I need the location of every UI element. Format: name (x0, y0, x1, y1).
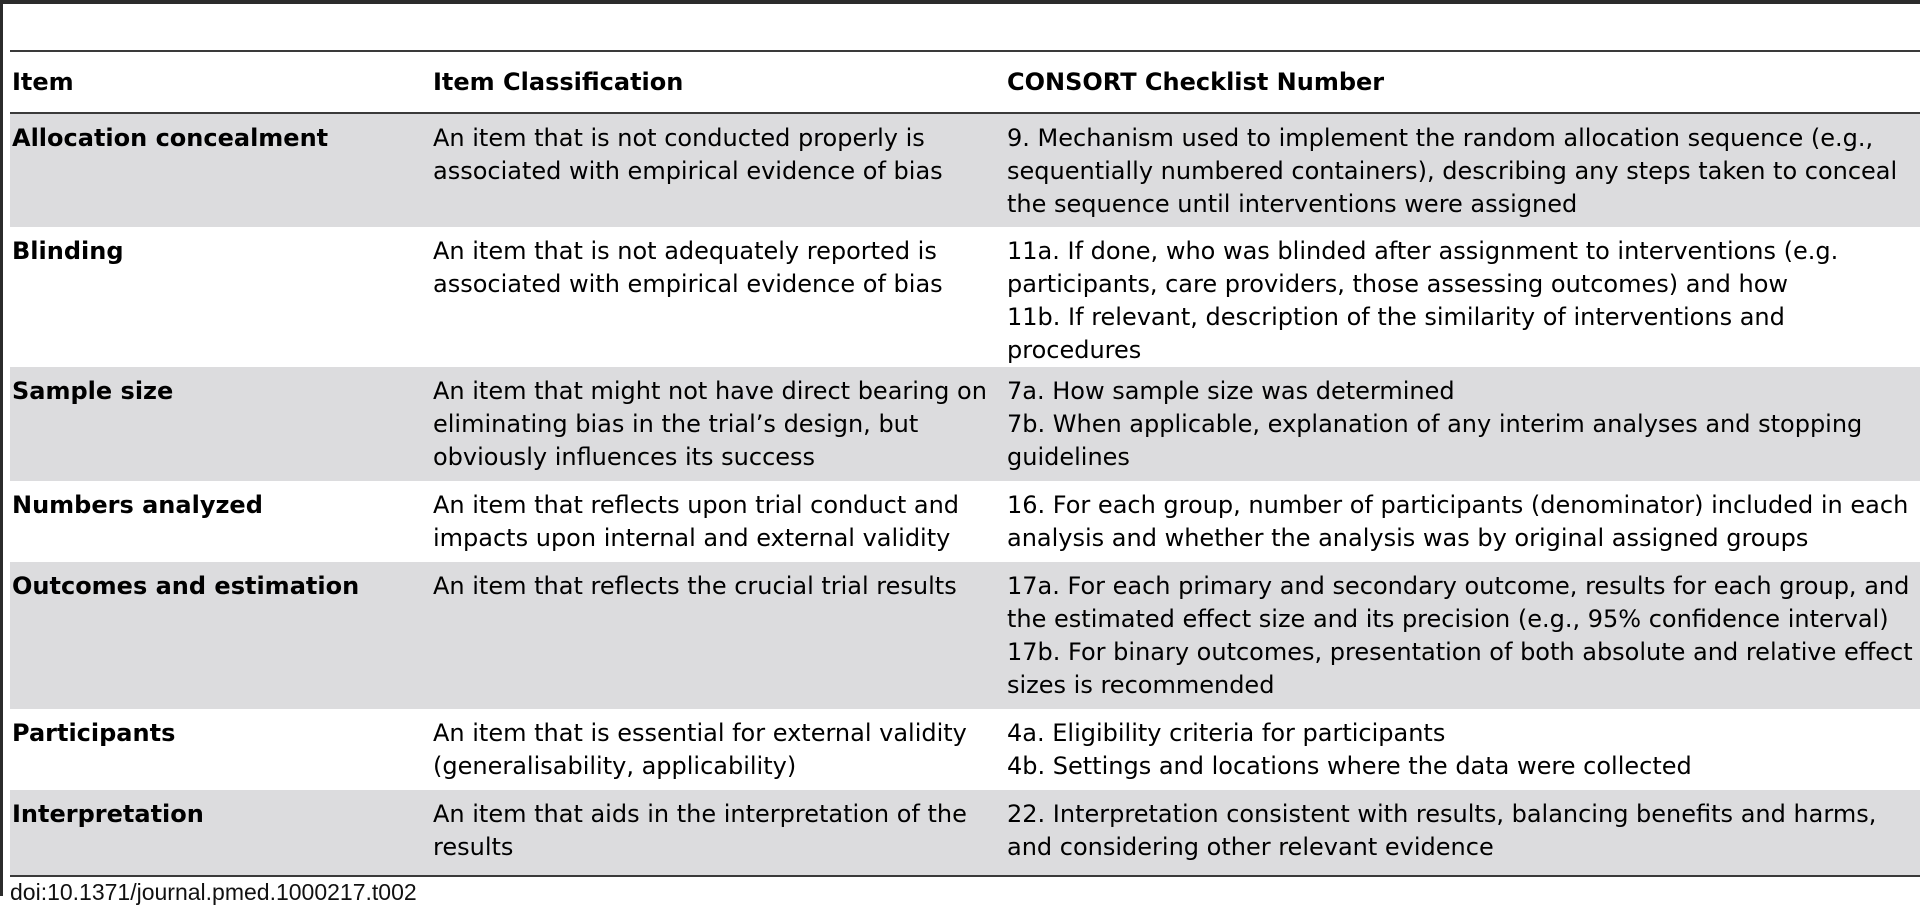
table-row (10, 790, 1920, 876)
top-rule (0, 0, 1920, 4)
row-checklist (1005, 113, 1920, 227)
row-item: Blinding (12, 237, 124, 265)
row-checklist (1005, 227, 1920, 367)
row-item: Numbers analyzed (12, 491, 263, 519)
doi-label: doi:10.1371/journal.pmed.1000217.t002 (10, 879, 417, 905)
table-row (10, 367, 1920, 481)
table-row (10, 481, 1920, 562)
row-classification: An item that is not conducted properly is associated with empirical evidence of bias (431, 113, 1005, 227)
row-checklist (1005, 790, 1920, 876)
table-row (10, 709, 1920, 790)
table-header-row (10, 52, 1920, 113)
checklist-entry: 7a. How sample size was determined (1007, 377, 1455, 405)
row-item: Allocation concealment (10, 113, 431, 227)
checklist-entry: 4b. Settings and locations where the data were collected (1007, 752, 1692, 780)
row-checklist (1005, 367, 1920, 481)
table-row (10, 227, 1920, 367)
row-classification: An item that is essential for external validity (generalisability, applicability) (433, 719, 967, 780)
row-item: Interpretation (10, 790, 431, 876)
checklist-entry: 22. Interpretation consistent with results, balancing benefits and harms, and considering other relevant evidence (1007, 800, 1877, 861)
checklist-entry: 11a. If done, who was blinded after assignment to interventions (e.g. participants, care providers, those assessing outcomes) and how (1007, 237, 1839, 298)
header-consort-checklist-number: CONSORT Checklist Number (1005, 52, 1920, 113)
row-checklist (1005, 562, 1920, 709)
table-row (10, 562, 1920, 709)
checklist-entry: 16. For each group, number of participants (denominator) included in each analysis and whether the analysis was by original assigned groups (1007, 491, 1909, 552)
checklist-entry: 7b. When applicable, explanation of any interim analyses and stopping guidelines (1007, 410, 1863, 471)
table-row (10, 113, 1920, 227)
row-checklist (1005, 481, 1920, 562)
checklist-entry: 17b. For binary outcomes, presentation of both absolute and relative effect sizes is recommended (1007, 638, 1913, 699)
left-rule (0, 0, 3, 896)
row-classification: An item that is not adequately reported is associated with empirical evidence of bias (433, 237, 943, 298)
row-item: Outcomes and estimation (10, 562, 431, 709)
header-item-classification: Item Classification (431, 52, 1005, 113)
checklist-entry: 9. Mechanism used to implement the random allocation sequence (e.g., sequentially numbered containers), describing any steps taken to conceal the sequence until interventions were assigned (1007, 124, 1898, 218)
row-checklist (1005, 709, 1920, 790)
row-classification: An item that reflects upon trial conduct and impacts upon internal and external validity (433, 491, 960, 552)
checklist-entry: 4a. Eligibility criteria for participants (1007, 719, 1446, 747)
row-classification: An item that reflects the crucial trial results (431, 562, 1005, 709)
row-item: Participants (12, 719, 176, 747)
checklist-entry: 11b. If relevant, description of the similarity of interventions and procedures (1007, 303, 1785, 364)
header-item: Item (10, 52, 431, 113)
row-classification: An item that might not have direct bearing on eliminating bias in the trial’s design, but obviously influences its success (431, 367, 1005, 481)
checklist-entry: 17a. For each primary and secondary outcome, results for each group, and the estimated effect size and its precision (e.g., 95% confidence interval) (1007, 572, 1910, 633)
row-classification: An item that aids in the interpretation of the results (431, 790, 1005, 876)
consort-table (10, 52, 1920, 877)
row-item: Sample size (10, 367, 431, 481)
